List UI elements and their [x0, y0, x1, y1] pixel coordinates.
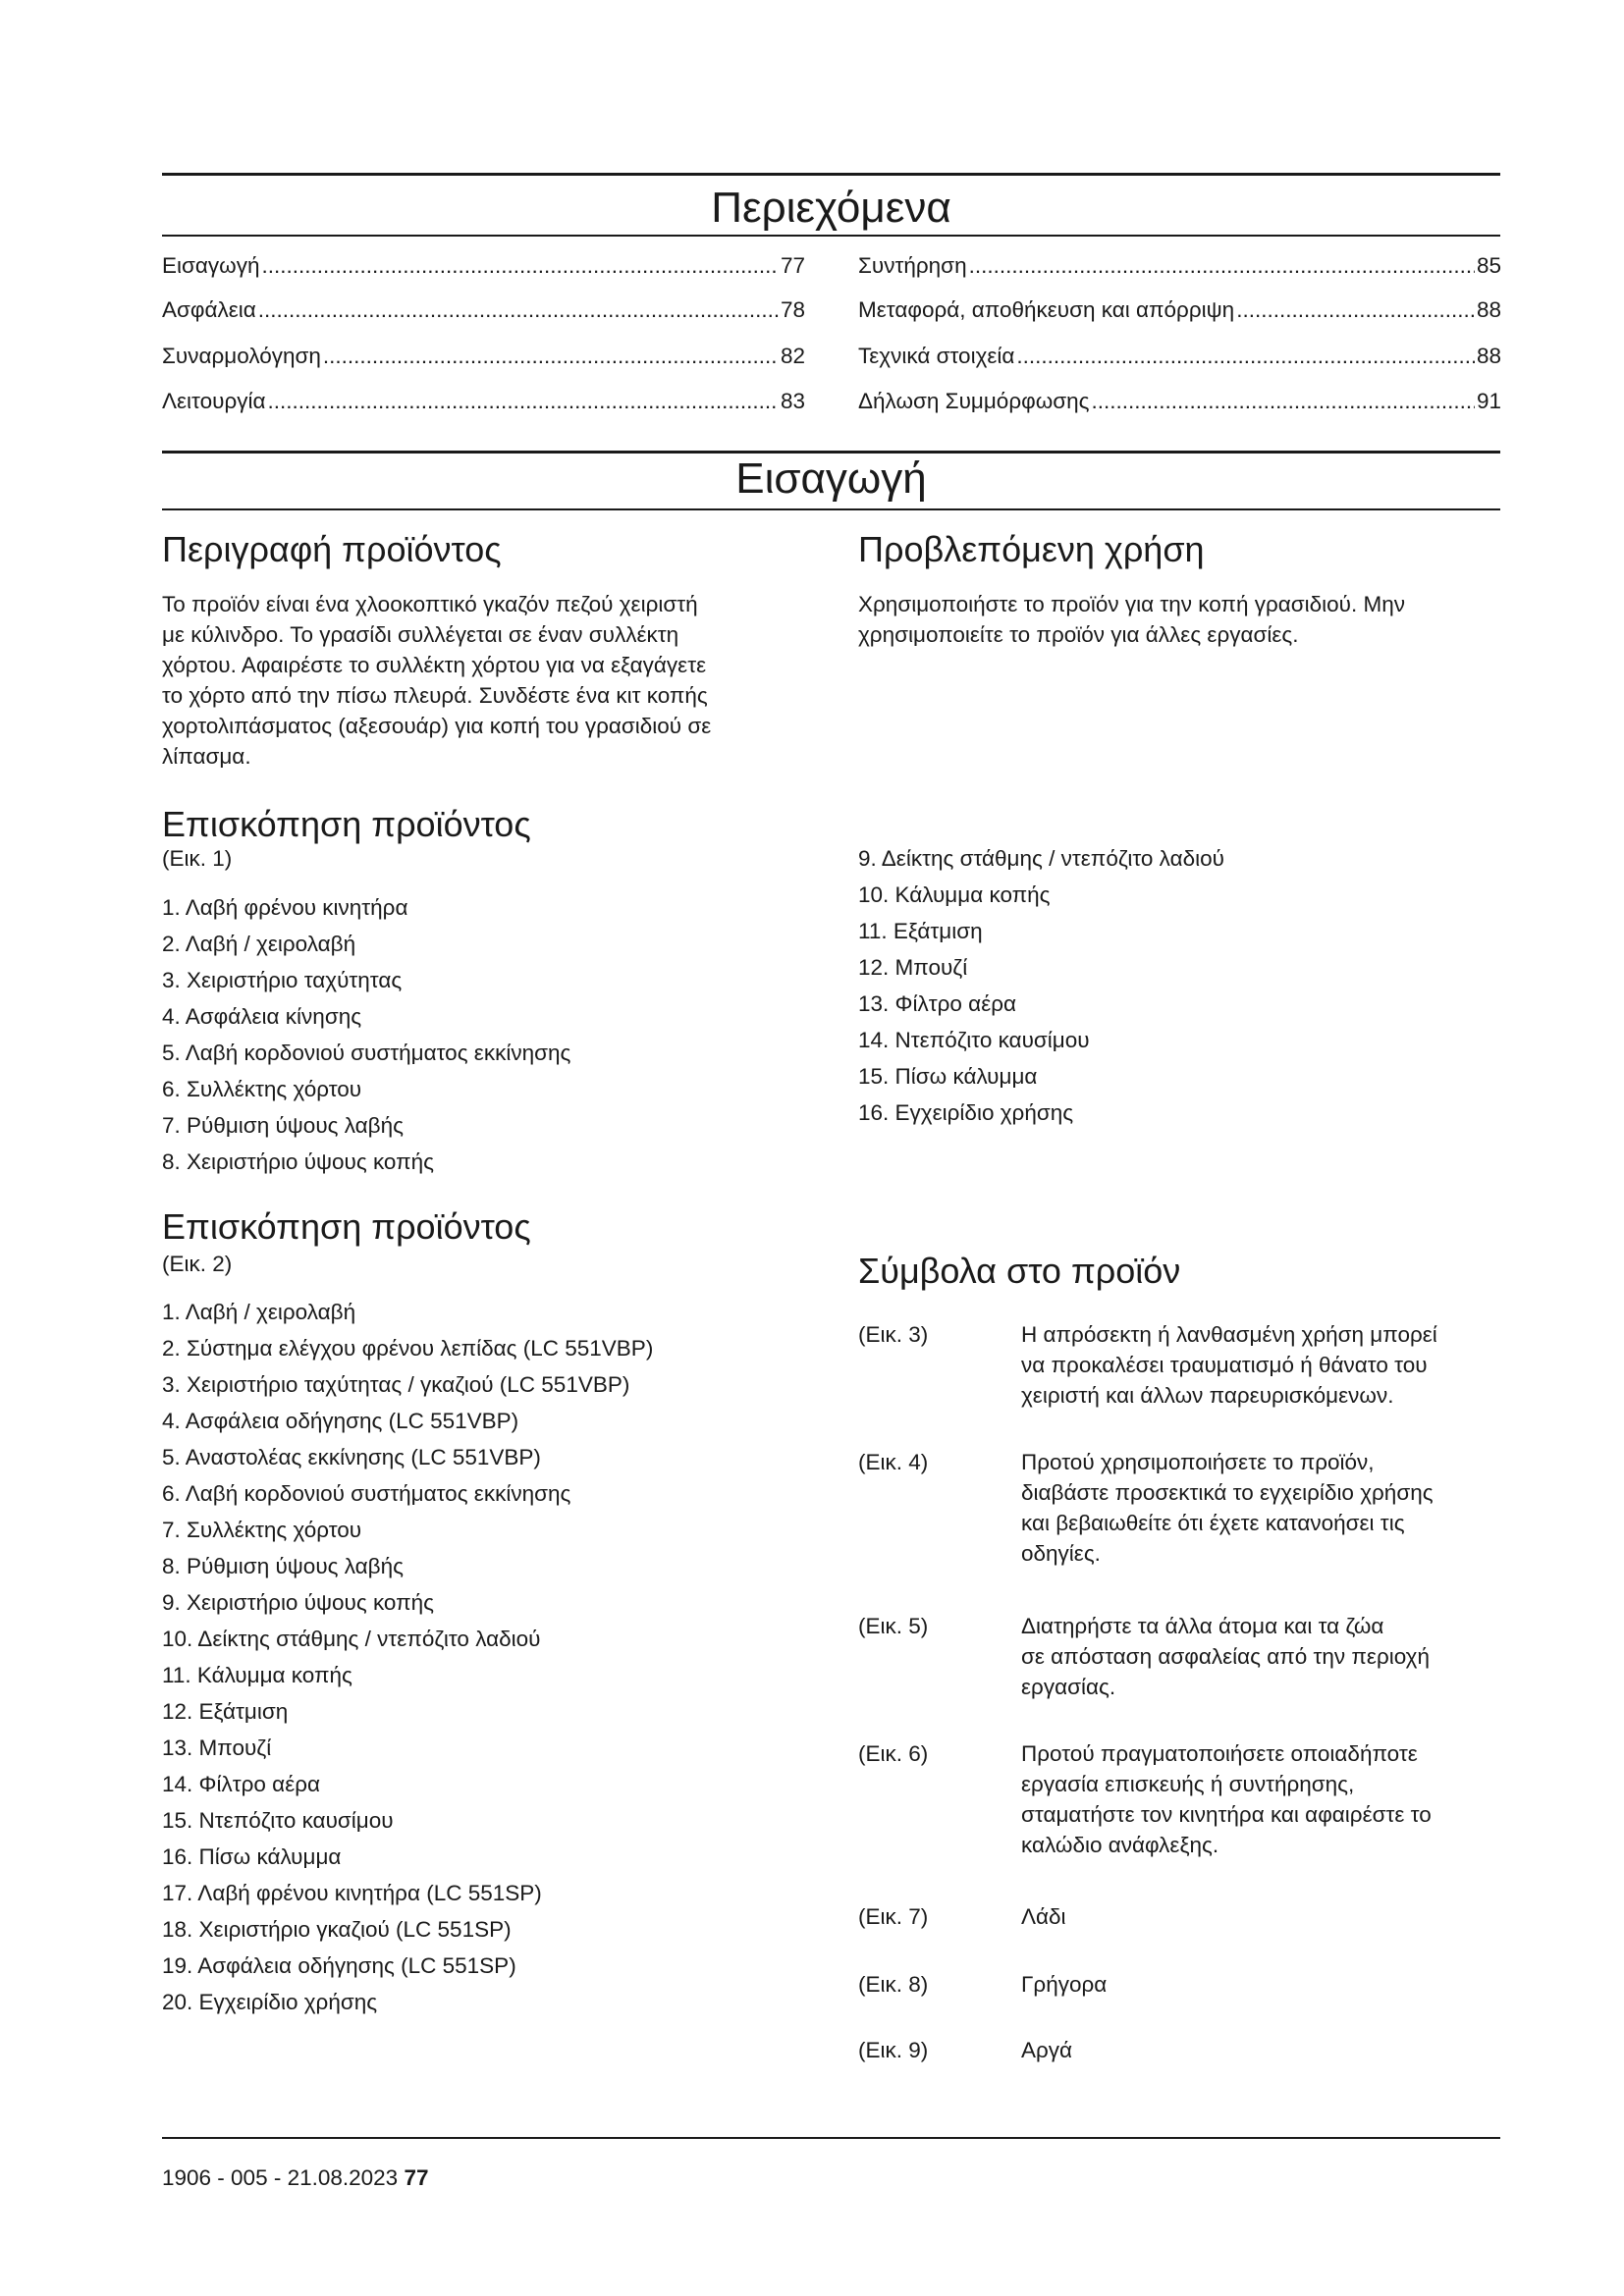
overview1-fig-ref: (Εικ. 1): [162, 846, 233, 871]
list-item: 1. Λαβή φρένου κινητήρα: [162, 895, 408, 920]
symbol-row: (Εικ. 4) Προτού χρησιμοποιήσετε το προϊόν, διαβάστε προσεκτικά το εγχειρίδιο χρήσης και βεβαιωθείτε ότι έχετε κατανοήσει τις οδηγίες.: [858, 1450, 1434, 1566]
list-item: 2. Λαβή / χειρολαβή: [162, 932, 356, 956]
list-item: 6. Συλλέκτης χόρτου: [162, 1077, 362, 1101]
list-item: 4. Ασφάλεια οδήγησης (LC 551VBP): [162, 1409, 519, 1433]
page-footer: [162, 2165, 429, 2191]
list-item: 15. Ντεπόζιτο καυσίμου: [162, 1808, 394, 1833]
symbol-row: (Εικ. 6) Προτού πραγματοποιήσετε οποιαδήποτε εργασία επισκευής ή συντήρησης, σταματήστε τον κινητήρα και αφαιρέστε το καλώδιο ανάφλεξης.: [858, 1741, 1432, 1857]
symbol-row: (Εικ. 7) Λάδι: [858, 1904, 1066, 1929]
list-item: 11. Εξάτμιση: [858, 919, 983, 943]
toc-entry[interactable]: Εισαγωγή ..... 77: [162, 253, 805, 287]
intended-use-text: Χρησιμοποιήστε το προϊόν για την κοπή γρασιδιού. Μην χρησιμοποιείτε το προϊόν για άλλες εργασίες.: [858, 592, 1405, 647]
list-item: 5. Αναστολέας εκκίνησης (LC 551VBP): [162, 1445, 541, 1469]
toc-entry[interactable]: Μεταφορά, αποθήκευση και απόρριψη ..... 88: [858, 297, 1501, 331]
list-item: 20. Εγχειρίδιο χρήσης: [162, 1990, 378, 2014]
list-item: 5. Λαβή κορδονιού συστήματος εκκίνησης: [162, 1041, 571, 1065]
symbol-row: (Εικ. 8) Γρήγορα: [858, 1972, 1108, 1997]
toc-entry[interactable]: Τεχνικά στοιχεία ..... 88: [858, 344, 1501, 377]
list-item: 13. Μπουζί: [162, 1735, 272, 1760]
list-item: 3. Χειριστήριο ταχύτητας / γκαζιού (LC 551VBP): [162, 1372, 630, 1397]
list-item: 8. Ρύθμιση ύψους λαβής: [162, 1554, 404, 1578]
list-item: 17. Λαβή φρένου κινητήρα (LC 551SP): [162, 1881, 542, 1905]
list-item: 16. Εγχειρίδιο χρήσης: [858, 1100, 1074, 1125]
list-item: 11. Κάλυμμα κοπής: [162, 1663, 352, 1687]
toc-entry[interactable]: Συναρμολόγηση ..... 82: [162, 344, 805, 377]
overview2-fig-ref: (Εικ. 2): [162, 1252, 233, 1276]
list-item: 1. Λαβή / χειρολαβή: [162, 1300, 356, 1324]
overview1-heading: Επισκόπηση προϊόντος: [162, 804, 531, 844]
list-item: 15. Πίσω κάλυμμα: [858, 1064, 1038, 1089]
toc-bottom-rule: [162, 235, 1500, 237]
list-item: 10. Δείκτης στάθμης / ντεπόζιτο λαδιού: [162, 1627, 541, 1651]
list-item: 13. Φίλτρο αέρα: [858, 991, 1017, 1016]
list-item: 6. Λαβή κορδονιού συστήματος εκκίνησης: [162, 1481, 571, 1506]
list-item: 12. Μπουζί: [858, 955, 968, 980]
footer-rule: [162, 2137, 1500, 2139]
list-item: 14. Ντεπόζιτο καυσίμου: [858, 1028, 1090, 1052]
toc-entry[interactable]: Δήλωση Συμμόρφωσης ..... 91: [858, 389, 1501, 422]
list-item: 4. Ασφάλεια κίνησης: [162, 1004, 362, 1029]
toc-title: Περιεχόμενα: [711, 184, 951, 232]
symbols-heading: Σύμβολα στο προϊόν: [858, 1251, 1181, 1291]
list-item: 9. Δείκτης στάθμης / ντεπόζιτο λαδιού: [858, 846, 1224, 871]
description-text: Το προϊόν είναι ένα χλοοκοπτικό γκαζόν πεζού χειριστή με κύλινδρο. Το γρασίδι συλλέγεται σε έναν συλλέκτη χόρτου. Αφαιρέστε το συλλέκτη χόρτου για να εξαγάγετε το χόρτο από την πίσω πλευρά. Συνδέστε ένα κιτ κοπής χορτολιπάσματος (αξεσουάρ) για κοπή του γρασιδιού σε λίπασμα.: [162, 592, 712, 769]
page-number: 77: [404, 2165, 429, 2190]
intro-bottom-rule: [162, 508, 1500, 510]
list-item: 16. Πίσω κάλυμμα: [162, 1844, 342, 1869]
description-heading: Περιγραφή προϊόντος: [162, 529, 502, 569]
symbol-row: (Εικ. 3) Η απρόσεκτη ή λανθασμένη χρήση μπορεί να προκαλέσει τραυματισμό ή θάνατο του χειριστή και άλλων παρευρισκόμενων.: [858, 1322, 1437, 1408]
footer-code: 1906 - 005 - 21.08.2023: [162, 2165, 399, 2190]
symbol-row: (Εικ. 5) Διατηρήστε τα άλλα άτομα και τα ζώα σε απόσταση ασφαλείας από την περιοχή εργασίας.: [858, 1614, 1430, 1699]
list-item: 19. Ασφάλεια οδήγησης (LC 551SP): [162, 1953, 516, 1978]
toc-entry[interactable]: Λειτουργία ..... 83: [162, 389, 805, 422]
list-item: 7. Ρύθμιση ύψους λαβής: [162, 1113, 404, 1138]
overview2-heading: Επισκόπηση προϊόντος: [162, 1206, 531, 1247]
list-item: 8. Χειριστήριο ύψους κοπής: [162, 1149, 435, 1174]
toc-top-rule: [162, 173, 1500, 176]
intro-title: Εισαγωγή: [735, 454, 927, 503]
overview2-list: [162, 1294, 653, 2020]
overview1-list-right: [858, 840, 1224, 1131]
list-item: 2. Σύστημα ελέγχου φρένου λεπίδας (LC 551VBP): [162, 1336, 654, 1361]
intended-use-heading: Προβλεπόμενη χρήση: [858, 529, 1205, 569]
toc-entry[interactable]: Συντήρηση ..... 85: [858, 253, 1501, 287]
list-item: 10. Κάλυμμα κοπής: [858, 882, 1051, 907]
list-item: 14. Φίλτρο αέρα: [162, 1772, 321, 1796]
list-item: 18. Χειριστήριο γκαζιού (LC 551SP): [162, 1917, 512, 1942]
overview1-list-left: [162, 889, 570, 1180]
list-item: 3. Χειριστήριο ταχύτητας: [162, 968, 403, 992]
symbol-row: (Εικ. 9) Αργά: [858, 2038, 1073, 2062]
intro-top-rule: [162, 451, 1500, 454]
toc-entry[interactable]: Ασφάλεια ..... 78: [162, 297, 805, 331]
list-item: 7. Συλλέκτης χόρτου: [162, 1518, 362, 1542]
list-item: 12. Εξάτμιση: [162, 1699, 289, 1724]
list-item: 9. Χειριστήριο ύψους κοπής: [162, 1590, 435, 1615]
